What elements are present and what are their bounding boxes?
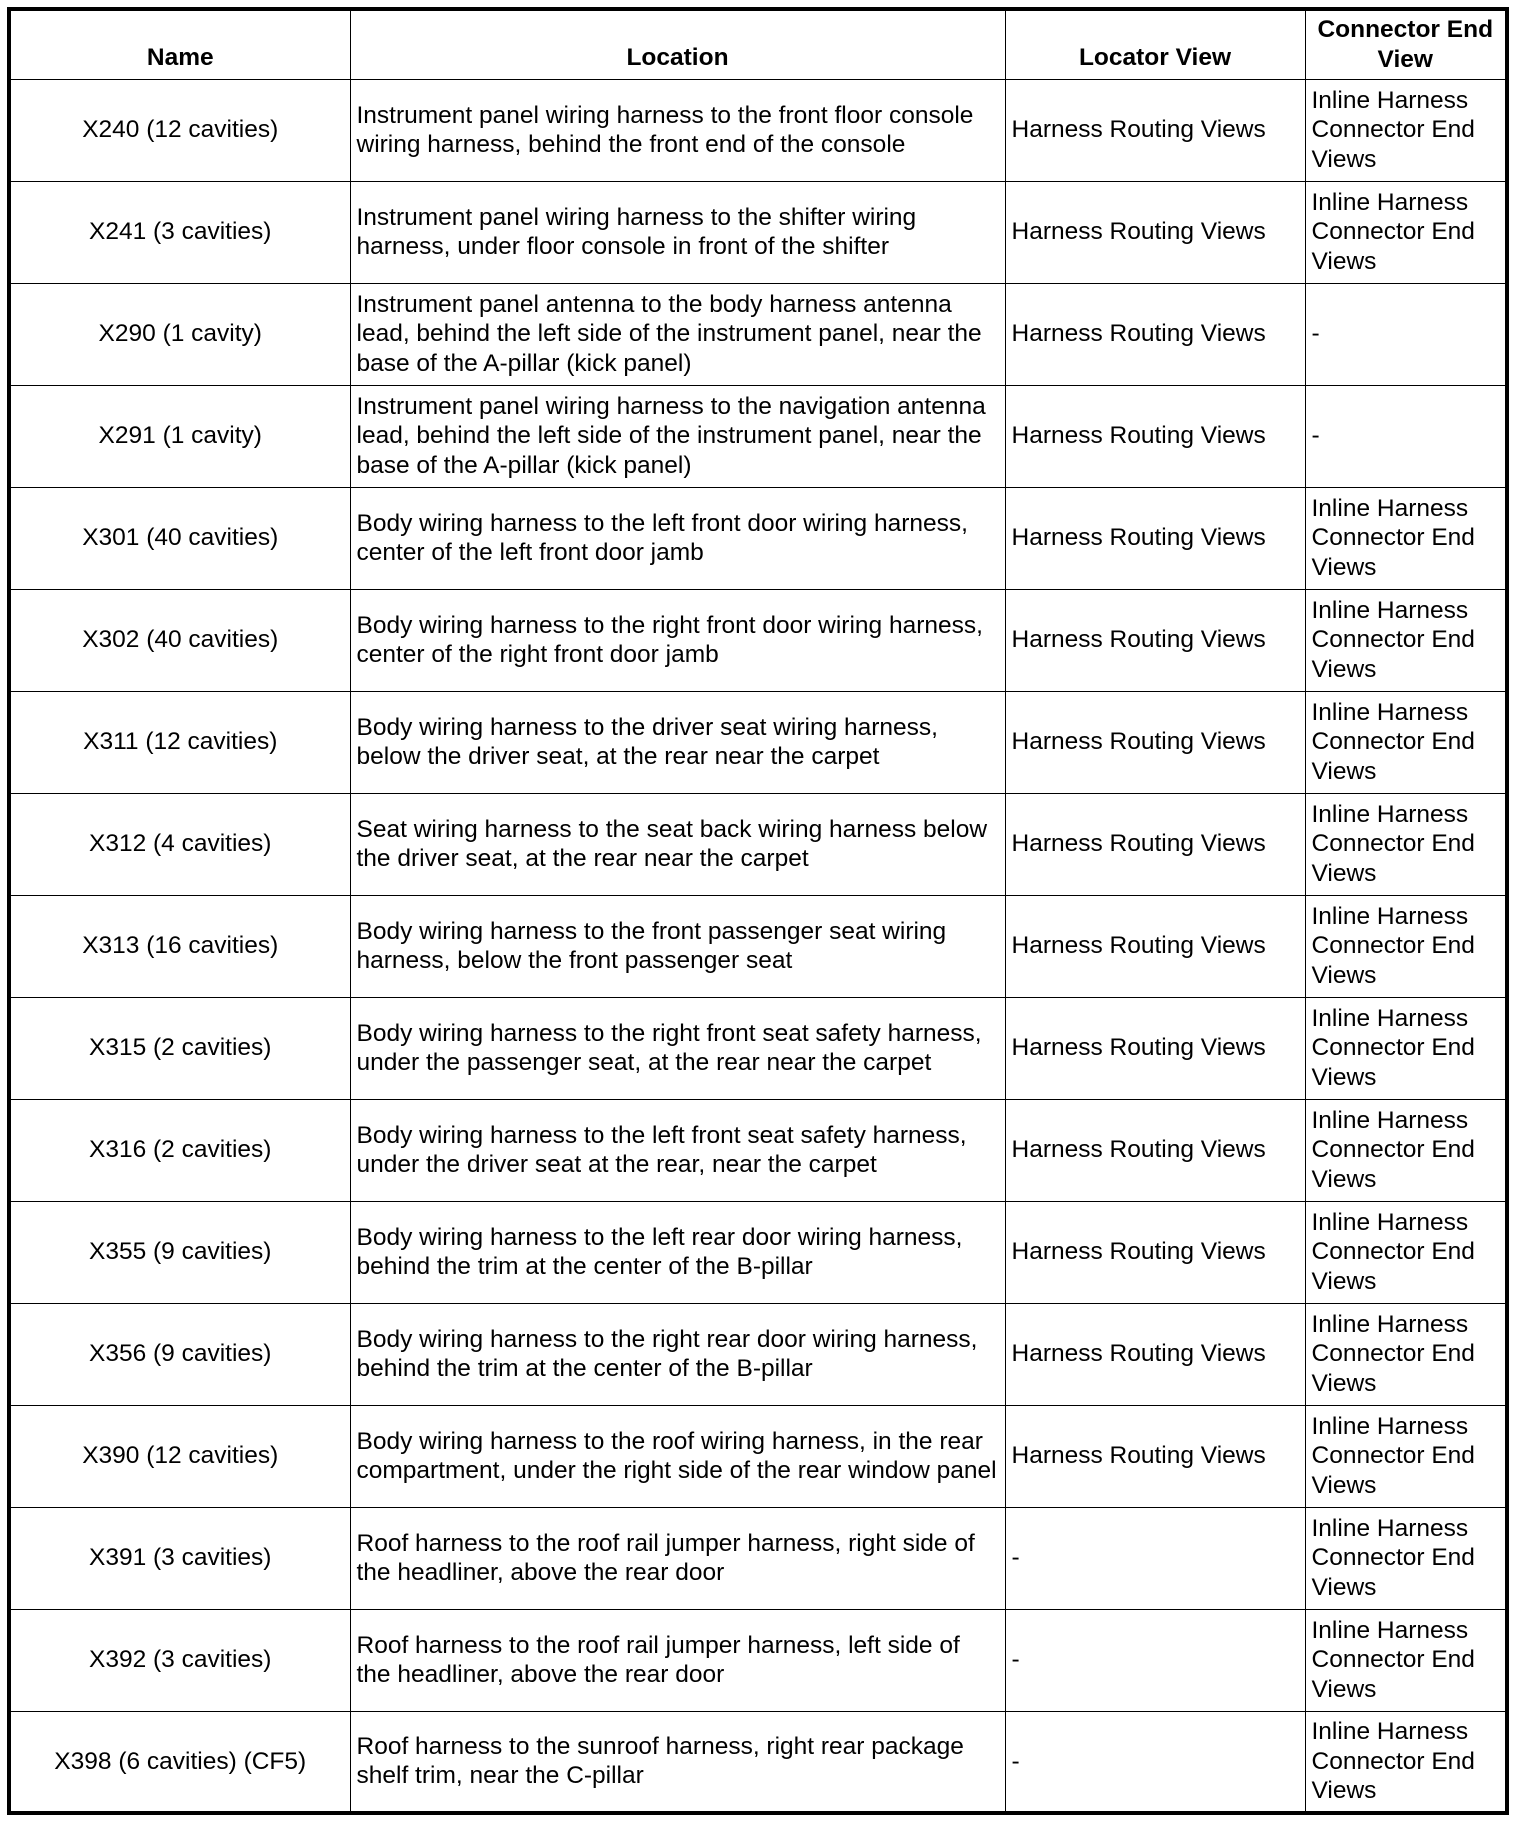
header-locator-view: Locator View (1005, 9, 1305, 79)
table-row (9, 997, 1507, 1099)
table-row (9, 1303, 1507, 1405)
cell-connector-end-view: Inline Harness Connector End Views (1305, 589, 1507, 691)
cell-location: Body wiring harness to the right front seat safety harness, under the passenger seat, at the rear near the carpet (350, 997, 1005, 1099)
cell-location: Body wiring harness to the roof wiring harness, in the rear compartment, under the right side of the rear window panel (350, 1405, 1005, 1507)
cell-connector-end-view: Inline Harness Connector End Views (1305, 691, 1507, 793)
table-row (9, 1609, 1507, 1711)
cell-name: X311 (12 cavities) (9, 691, 350, 793)
cell-locator-view: - (1005, 1609, 1305, 1711)
cell-name: X391 (3 cavities) (9, 1507, 350, 1609)
table-row (9, 79, 1507, 181)
cell-connector-end-view: Inline Harness Connector End Views (1305, 1609, 1507, 1711)
cell-name: X312 (4 cavities) (9, 793, 350, 895)
cell-name: X392 (3 cavities) (9, 1609, 350, 1711)
cell-locator-view: Harness Routing Views (1005, 79, 1305, 181)
cell-locator-view: Harness Routing Views (1005, 589, 1305, 691)
cell-locator-view: Harness Routing Views (1005, 385, 1305, 487)
cell-connector-end-view: Inline Harness Connector End Views (1305, 895, 1507, 997)
cell-name: X241 (3 cavities) (9, 181, 350, 283)
cell-locator-view: Harness Routing Views (1005, 487, 1305, 589)
cell-connector-end-view: Inline Harness Connector End Views (1305, 1507, 1507, 1609)
cell-locator-view: Harness Routing Views (1005, 895, 1305, 997)
table-row (9, 181, 1507, 283)
table-row (9, 589, 1507, 691)
cell-connector-end-view: Inline Harness Connector End Views (1305, 1711, 1507, 1813)
cell-name: X315 (2 cavities) (9, 997, 350, 1099)
cell-location: Roof harness to the roof rail jumper harness, right side of the headliner, above the rear door (350, 1507, 1005, 1609)
table-row (9, 283, 1507, 385)
table-body (9, 79, 1507, 1813)
cell-location: Body wiring harness to the left front seat safety harness, under the driver seat at the rear, near the carpet (350, 1099, 1005, 1201)
cell-connector-end-view: Inline Harness Connector End Views (1305, 487, 1507, 589)
cell-location: Body wiring harness to the front passenger seat wiring harness, below the front passenger seat (350, 895, 1005, 997)
table-row (9, 1099, 1507, 1201)
cell-name: X356 (9 cavities) (9, 1303, 350, 1405)
cell-name: X240 (12 cavities) (9, 79, 350, 181)
cell-name: X355 (9 cavities) (9, 1201, 350, 1303)
cell-locator-view: Harness Routing Views (1005, 1303, 1305, 1405)
cell-locator-view: Harness Routing Views (1005, 1099, 1305, 1201)
cell-location: Roof harness to the sunroof harness, right rear package shelf trim, near the C-pillar (350, 1711, 1005, 1813)
cell-connector-end-view: Inline Harness Connector End Views (1305, 997, 1507, 1099)
table-row (9, 793, 1507, 895)
cell-name: X290 (1 cavity) (9, 283, 350, 385)
table-row (9, 1711, 1507, 1813)
header-location: Location (350, 9, 1005, 79)
cell-connector-end-view: Inline Harness Connector End Views (1305, 1201, 1507, 1303)
cell-connector-end-view: Inline Harness Connector End Views (1305, 1099, 1507, 1201)
cell-location: Instrument panel wiring harness to the shifter wiring harness, under floor console in front of the shifter (350, 181, 1005, 283)
cell-connector-end-view: Inline Harness Connector End Views (1305, 1405, 1507, 1507)
cell-location: Roof harness to the roof rail jumper harness, left side of the headliner, above the rear door (350, 1609, 1005, 1711)
cell-location: Body wiring harness to the right rear door wiring harness, behind the trim at the center of the B-pillar (350, 1303, 1005, 1405)
cell-connector-end-view: Inline Harness Connector End Views (1305, 79, 1507, 181)
connector-table (7, 7, 1509, 1815)
cell-connector-end-view: - (1305, 283, 1507, 385)
header-name: Name (9, 9, 350, 79)
cell-locator-view: Harness Routing Views (1005, 1201, 1305, 1303)
table-row (9, 487, 1507, 589)
cell-name: X316 (2 cavities) (9, 1099, 350, 1201)
table-row (9, 691, 1507, 793)
cell-locator-view: Harness Routing Views (1005, 997, 1305, 1099)
cell-location: Instrument panel antenna to the body harness antenna lead, behind the left side of the instrument panel, near the base of the A-pillar (kick panel) (350, 283, 1005, 385)
cell-locator-view: Harness Routing Views (1005, 1405, 1305, 1507)
cell-locator-view: Harness Routing Views (1005, 283, 1305, 385)
cell-location: Seat wiring harness to the seat back wiring harness below the driver seat, at the rear near the carpet (350, 793, 1005, 895)
table-row (9, 1507, 1507, 1609)
cell-locator-view: Harness Routing Views (1005, 691, 1305, 793)
cell-location: Body wiring harness to the right front door wiring harness, center of the right front door jamb (350, 589, 1005, 691)
cell-name: X291 (1 cavity) (9, 385, 350, 487)
cell-locator-view: - (1005, 1507, 1305, 1609)
cell-name: X313 (16 cavities) (9, 895, 350, 997)
table-row (9, 1201, 1507, 1303)
cell-name: X301 (40 cavities) (9, 487, 350, 589)
cell-location: Instrument panel wiring harness to the front floor console wiring harness, behind the front end of the console (350, 79, 1005, 181)
cell-connector-end-view: Inline Harness Connector End Views (1305, 1303, 1507, 1405)
cell-location: Body wiring harness to the driver seat wiring harness, below the driver seat, at the rear near the carpet (350, 691, 1005, 793)
cell-location: Body wiring harness to the left front door wiring harness, center of the left front door jamb (350, 487, 1005, 589)
table-row (9, 1405, 1507, 1507)
cell-connector-end-view: Inline Harness Connector End Views (1305, 181, 1507, 283)
table-row (9, 385, 1507, 487)
cell-location: Body wiring harness to the left rear door wiring harness, behind the trim at the center of the B-pillar (350, 1201, 1005, 1303)
table-header-row (9, 9, 1507, 79)
cell-locator-view: Harness Routing Views (1005, 793, 1305, 895)
cell-location: Instrument panel wiring harness to the navigation antenna lead, behind the left side of the instrument panel, near the base of the A-pillar (kick panel) (350, 385, 1005, 487)
header-connector-end-view: Connector End View (1305, 9, 1507, 79)
cell-connector-end-view: - (1305, 385, 1507, 487)
cell-locator-view: Harness Routing Views (1005, 181, 1305, 283)
cell-name: X398 (6 cavities) (CF5) (9, 1711, 350, 1813)
cell-name: X302 (40 cavities) (9, 589, 350, 691)
table-row (9, 895, 1507, 997)
cell-name: X390 (12 cavities) (9, 1405, 350, 1507)
cell-connector-end-view: Inline Harness Connector End Views (1305, 793, 1507, 895)
cell-locator-view: - (1005, 1711, 1305, 1813)
